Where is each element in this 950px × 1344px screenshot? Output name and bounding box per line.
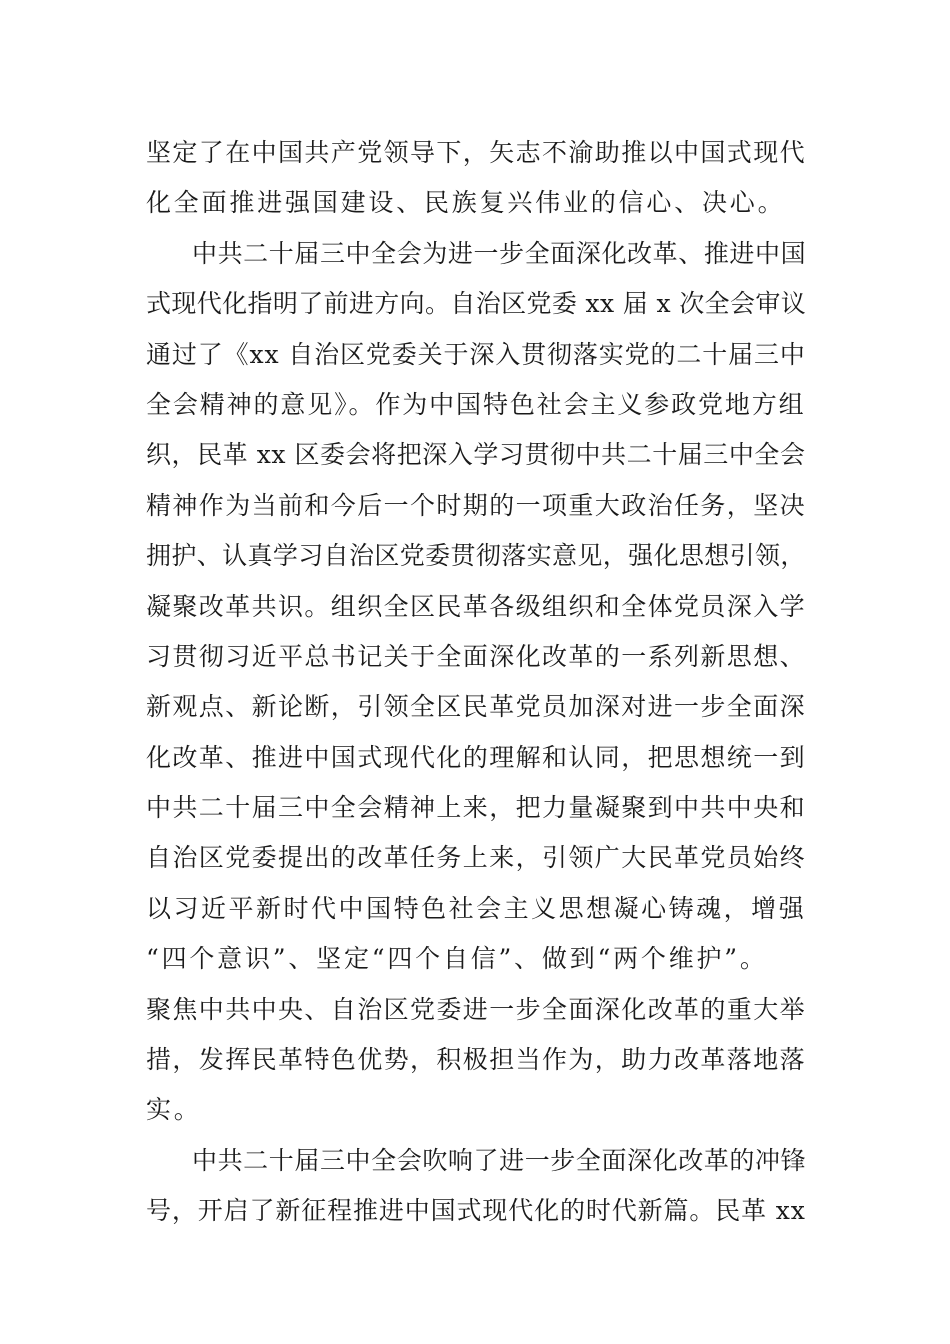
text-line: 中共二十届三中全会精神上来，把力量凝聚到中共中央和 bbox=[146, 793, 807, 823]
text-line: 实。 bbox=[146, 1095, 202, 1125]
text-line: 精神作为当前和今后一个时期的一项重大政治任务，坚决 bbox=[146, 490, 807, 520]
text-line: 拥护、认真学习自治区党委贯彻落实意见，强化思想引领， bbox=[146, 541, 806, 571]
text-line: 中共二十届三中全会为进一步全面深化改革、推进中国 bbox=[192, 238, 807, 268]
paragraph-1 bbox=[146, 128, 806, 229]
text-line: 聚焦中共中央、自治区党委进一步全面深化改革的重大举 bbox=[146, 994, 807, 1024]
text-line: 中共二十届三中全会吹响了进一步全面深化改革的冲锋 bbox=[192, 1145, 807, 1175]
text-line: “四个意识”、坚定“四个自信”、做到“两个维护”。 bbox=[146, 944, 768, 974]
text-line: 通过了《xx 自治区党委关于深入贯彻落实党的二十届三中 bbox=[146, 339, 806, 369]
text-line: 措，发挥民革特色优势，积极担当作为，助力改革落地落 bbox=[146, 1045, 807, 1075]
text-line: 织，民革 xx 区委会将把深入学习贯彻中共二十届三中全会 bbox=[146, 440, 806, 470]
text-line: 凝聚改革共识。组织全区民革各级组织和全体党员深入学 bbox=[146, 591, 807, 621]
text-line: 化改革、推进中国式现代化的理解和认同，把思想统一到 bbox=[146, 742, 807, 772]
text-line: 习贯彻习近平总书记关于全面深化改革的一系列新思想、 bbox=[146, 641, 807, 671]
text-line: 号，开启了新征程推进中国式现代化的时代新篇。民革 xx bbox=[146, 1196, 806, 1226]
paragraph-2 bbox=[146, 229, 806, 1136]
text-line: 全会精神的意见》。作为中国特色社会主义参政党地方组 bbox=[146, 389, 806, 419]
text-line: 化全面推进强国建设、民族复兴伟业的信心、决心。 bbox=[146, 188, 786, 218]
body-text bbox=[146, 128, 806, 1237]
text-line: 坚定了在中国共产党领导下，矢志不渝助推以中国式现代 bbox=[146, 138, 807, 167]
text-line: 式现代化指明了前进方向。自治区党委 xx 届 x 次全会审议 bbox=[146, 289, 807, 319]
paragraph-3 bbox=[146, 1136, 806, 1237]
text-line: 新观点、新论断，引领全区民革党员加深对进一步全面深 bbox=[146, 692, 807, 722]
text-line: 以习近平新时代中国特色社会主义思想凝心铸魂，增强 bbox=[146, 893, 807, 923]
text-line: 自治区党委提出的改革任务上来，引领广大民革党员始终 bbox=[146, 843, 807, 873]
